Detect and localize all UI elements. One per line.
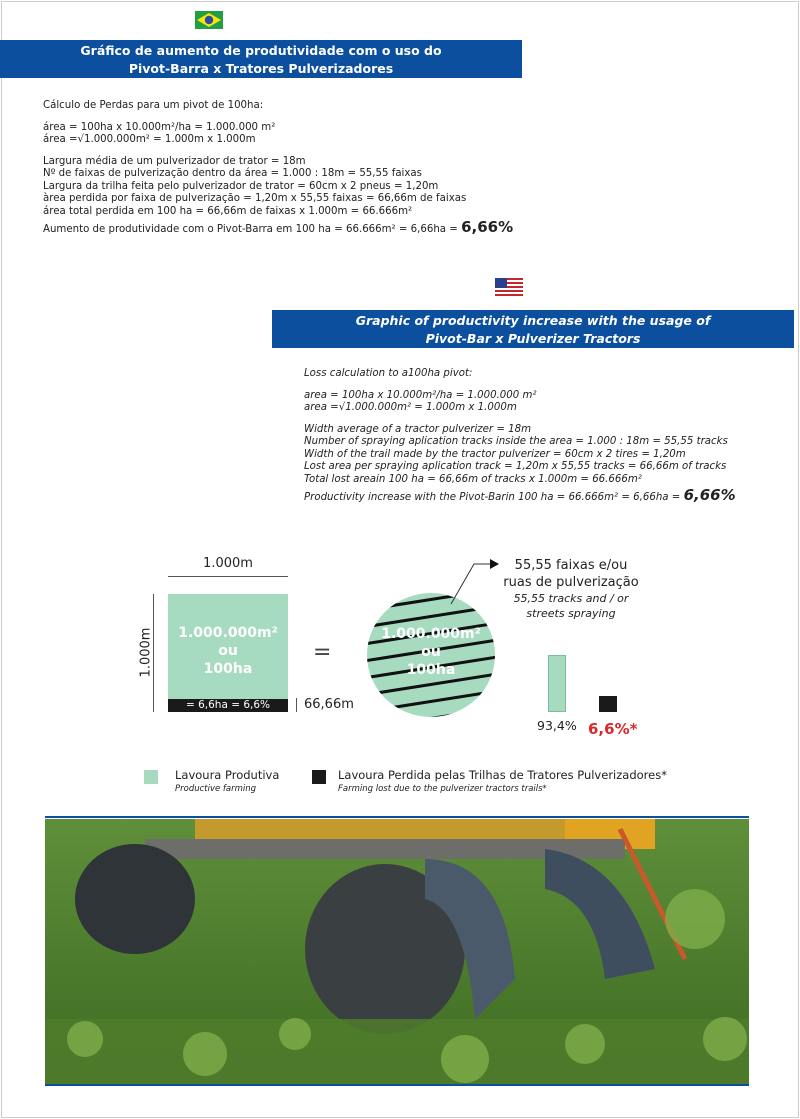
en-area2: area =√1.000.000m² = 1.000m x 1.000m	[304, 402, 517, 413]
legend-productive-label: Lavoura Produtiva	[175, 768, 280, 782]
pt-title-line1: Gráfico de aumento de produtividade com o uso do	[80, 43, 442, 58]
legend-productive-sub: Productive farming	[175, 784, 257, 794]
callout-pt-line2: ruas de pulverização	[503, 575, 639, 590]
width-label: 1.000m	[203, 556, 253, 571]
strip-dimension-label: 66,66m	[304, 697, 354, 712]
legend-productive	[175, 768, 279, 794]
en-line: Width average of a tractor pulverizer = 18m	[304, 423, 531, 435]
lost-percent: 6,6%*	[588, 720, 638, 738]
en-line: Number of spraying aplication tracks inside the area = 1.000 : 18m = 55,55 tracks	[304, 436, 728, 447]
pt-line: Largura média de um pulverizador de trator = 18m	[43, 155, 306, 167]
en-area1: area = 100ha x 10.000m²/ha = 1.000.000 m²	[304, 389, 537, 401]
photo-top-rule	[45, 816, 749, 818]
brazil-flag-icon	[195, 11, 223, 29]
en-title-line1: Graphic of productivity increase with the usage of	[355, 313, 711, 328]
en-result: Productivity increase with the Pivot-Barin 100 ha = 66.666m² = 6,66ha =	[304, 492, 681, 503]
productive-percent: 93,4%	[537, 718, 577, 733]
circle-labels	[364, 625, 498, 679]
pt-result: Aumento de produtividade com o Pivot-Barra em 100 ha = 66.666m² = 6,66ha =	[43, 224, 458, 235]
legend-lost-sub: Farming lost due to the pulverizer tractors trails*	[338, 784, 547, 794]
lost-bar	[599, 696, 617, 712]
en-line: Lost area per spraying aplication track = 1,20m x 55,55 tracks = 66,66m of tracks	[304, 461, 727, 472]
square-area-label: 1.000.000m²	[178, 625, 278, 641]
legend-lost-label: Lavoura Perdida pelas Trilhas de Tratores Pulverizadores*	[338, 768, 667, 782]
pt-line: àrea perdida por faixa de pulverização = 1,20m x 55,55 faixas = 66,66m de faixas	[43, 193, 467, 204]
en-heading: Loss calculation to a100ha pivot:	[304, 368, 473, 379]
callout-pt-line1: 55,55 faixas e/ou	[514, 558, 628, 573]
square-ha-label: 100ha	[203, 661, 253, 677]
pt-line: Largura da trilha feita pelo pulverizador de trator = 60cm x 2 pneus = 1,20m	[43, 180, 439, 192]
width-dimension-line	[168, 576, 288, 577]
pt-line: área total perdida em 100 ha = 66,66m de faixas x 1.000m = 66.666m²	[43, 205, 413, 217]
strip-dimension-line	[296, 698, 297, 712]
pt-calculation	[43, 100, 513, 237]
en-line: Width of the trail made by the tractor pulverizer = 60cm x 2 tires = 1,20m	[304, 448, 686, 460]
height-label: 1.000m	[138, 627, 154, 678]
en-title-line2: Pivot-Bar x Pulverizer Tractors	[425, 331, 641, 346]
en-result-value: 6,66%	[683, 486, 736, 504]
pt-result-value: 6,66%	[461, 218, 514, 236]
legend-lost-swatch	[312, 770, 326, 784]
equals-sign: =	[313, 640, 332, 665]
lost-area-strip: = 6,6ha = 6,6%	[168, 699, 288, 712]
usa-flag-icon	[495, 278, 523, 296]
pt-heading: Cálculo de Perdas para um pivot de 100ha:	[43, 100, 264, 111]
en-line: Total lost areain 100 ha = 66,66m of tracks x 1.000m = 66.666m²	[304, 473, 642, 485]
callout-en-line2: streets spraying	[526, 607, 616, 620]
pt-area2: área =√1.000.000m² = 1.000m x 1.000m	[43, 134, 256, 145]
en-title-bar	[272, 310, 794, 348]
square-or-label: ou	[218, 643, 238, 659]
circle-or-label: ou	[421, 644, 441, 660]
circle-ha-label: 100ha	[406, 662, 456, 678]
photo-bottom-rule	[45, 1084, 749, 1086]
circle-area-label: 1.000.000m²	[381, 626, 481, 642]
callout-en-line1: 55,55 tracks and / or	[513, 592, 629, 605]
callout-text	[496, 557, 646, 621]
pt-line: Nº de faixas de pulverização dentro da área = 1.000 : 18m = 55,55 faixas	[43, 168, 422, 179]
pt-title-bar	[0, 40, 522, 78]
pt-title-line2: Pivot-Barra x Tratores Pulverizadores	[128, 61, 394, 76]
productive-bar	[548, 655, 566, 712]
legend-lost	[338, 768, 667, 794]
tractor-field-photo	[45, 819, 749, 1084]
pt-area1: área = 100ha x 10.000m²/ha = 1.000.000 m²	[43, 121, 276, 133]
legend-productive-swatch	[144, 770, 158, 784]
productive-area-square	[168, 594, 288, 712]
en-calculation	[304, 368, 736, 505]
